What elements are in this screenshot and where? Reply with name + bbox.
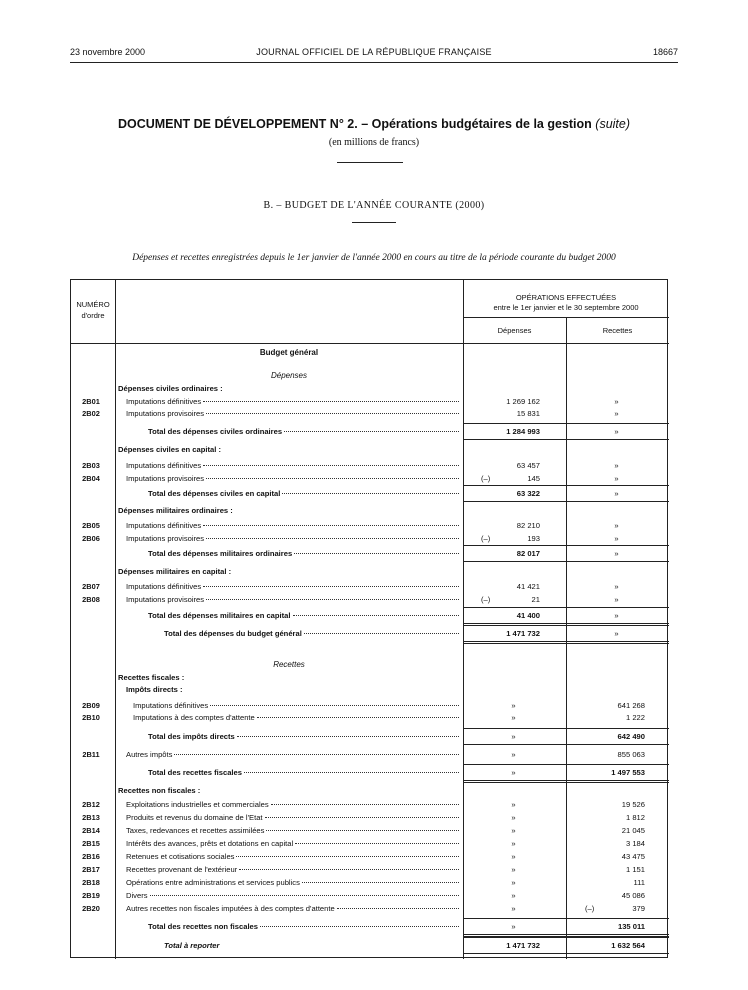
row-recettes-value: 1 151 bbox=[625, 865, 645, 874]
row-recettes-value: » bbox=[614, 534, 619, 543]
row-label-text: Recettes fiscales : bbox=[118, 673, 185, 682]
row-label bbox=[118, 566, 231, 577]
row-depenses-value: 1 269 162 bbox=[506, 397, 540, 406]
table-row bbox=[71, 890, 669, 901]
row-depenses-value: » bbox=[511, 878, 516, 887]
row-code: 2B03 bbox=[82, 461, 100, 470]
row-label bbox=[148, 921, 459, 932]
row-depenses-value: » bbox=[511, 922, 516, 931]
table-row bbox=[71, 812, 669, 823]
row-depenses-value: 82 017 bbox=[516, 549, 540, 558]
table-row bbox=[71, 610, 669, 621]
table-row bbox=[71, 767, 669, 778]
row-label-text: Produits et revenus du domaine de l'Etat bbox=[126, 813, 263, 822]
total-rule bbox=[463, 545, 669, 546]
row-code: 2B19 bbox=[82, 891, 100, 900]
total-rule bbox=[463, 764, 669, 765]
row-label-text: Intérêts des avances, prêts et dotations en capital bbox=[126, 839, 294, 848]
table-row bbox=[71, 396, 669, 407]
row-depenses-value: » bbox=[511, 891, 516, 900]
header-journal: JOURNAL OFFICIEL DE LA RÉPUBLIQUE FRANÇAISE bbox=[256, 47, 492, 57]
table-row bbox=[71, 672, 669, 683]
row-label-text: Exploitations industrielles et commerciales bbox=[126, 800, 269, 809]
depenses-heading: Dépenses bbox=[270, 371, 308, 380]
table-row bbox=[71, 903, 669, 914]
header-rule bbox=[70, 62, 678, 63]
row-label bbox=[133, 700, 459, 711]
recettes-heading: Recettes bbox=[273, 660, 305, 669]
row-depenses-value: 63 457 bbox=[516, 461, 540, 470]
row-label-text: Dépenses militaires en capital : bbox=[118, 567, 232, 576]
table-row bbox=[71, 838, 669, 849]
row-label-text: Total des dépenses militaires ordinaires bbox=[148, 549, 293, 558]
row-recettes-value: 642 490 bbox=[617, 732, 645, 741]
column-header-operations-line2: entre le 1er janvier et le 30 septembre 2000 bbox=[493, 303, 639, 312]
table-row bbox=[71, 940, 669, 951]
row-code: 2B09 bbox=[82, 701, 100, 710]
row-depenses-value: » bbox=[511, 839, 516, 848]
row-label-text: Recettes non fiscales : bbox=[118, 786, 201, 795]
total-rule bbox=[463, 782, 669, 783]
table-row bbox=[71, 877, 669, 888]
row-recettes-value: 43 475 bbox=[621, 852, 645, 861]
total-rule bbox=[463, 918, 669, 919]
row-depenses-value: 41 400 bbox=[516, 611, 540, 620]
row-recettes-value: 379 bbox=[632, 904, 645, 913]
row-code: 2B15 bbox=[82, 839, 100, 848]
header-subrule bbox=[463, 317, 669, 318]
row-depenses-sign: (–) bbox=[481, 534, 491, 543]
row-label bbox=[148, 731, 459, 742]
document-title bbox=[0, 117, 748, 131]
column-header-numero bbox=[71, 299, 115, 321]
row-depenses-sign: (–) bbox=[481, 474, 491, 483]
row-label-text: Total des dépenses militaires en capital bbox=[148, 611, 291, 620]
row-depenses-value: » bbox=[511, 768, 516, 777]
row-label-text: Impôts directs : bbox=[126, 685, 183, 694]
table-row bbox=[71, 700, 669, 711]
row-label-text: Total des recettes fiscales bbox=[148, 768, 242, 777]
total-rule bbox=[463, 561, 669, 562]
row-recettes-value: 1 222 bbox=[625, 713, 645, 722]
row-label-text: Imputations provisoires bbox=[126, 474, 205, 483]
row-depenses-value: » bbox=[511, 713, 516, 722]
row-depenses-value: 145 bbox=[527, 474, 540, 483]
total-rule bbox=[463, 643, 669, 644]
total-rule bbox=[463, 953, 669, 954]
row-label bbox=[126, 594, 459, 605]
row-label-text: Dépenses civiles ordinaires : bbox=[118, 384, 223, 393]
table-row bbox=[71, 426, 669, 437]
row-label-text: Autres recettes non fiscales imputées à des comptes d'attente bbox=[126, 904, 335, 913]
total-rule bbox=[463, 728, 669, 729]
table-row bbox=[71, 825, 669, 836]
table-row bbox=[71, 460, 669, 471]
row-label-text: Imputations à des comptes d'attente bbox=[133, 713, 255, 722]
table-row bbox=[71, 628, 669, 639]
row-label bbox=[126, 473, 459, 484]
row-label-text: Imputations définitives bbox=[126, 582, 202, 591]
table-row bbox=[71, 533, 669, 544]
row-label bbox=[118, 383, 223, 394]
row-label-text: Retenues et cotisations sociales bbox=[126, 852, 235, 861]
row-recettes-value: 21 045 bbox=[621, 826, 645, 835]
row-label bbox=[118, 505, 233, 516]
row-recettes-value: 19 526 bbox=[621, 800, 645, 809]
title-divider bbox=[337, 162, 403, 163]
row-recettes-value: » bbox=[614, 595, 619, 604]
header-page-number: 18667 bbox=[652, 47, 678, 57]
row-label-text: Taxes, redevances et recettes assimilées bbox=[126, 826, 265, 835]
row-label-text: Imputations définitives bbox=[126, 461, 202, 470]
row-label bbox=[126, 460, 459, 471]
row-label-text: Opérations entre administrations et services publics bbox=[126, 878, 300, 887]
table-row bbox=[71, 488, 669, 499]
row-label bbox=[133, 712, 459, 723]
row-label-text: Dépenses militaires ordinaires : bbox=[118, 506, 233, 515]
row-label bbox=[164, 628, 459, 639]
table-row bbox=[71, 749, 669, 760]
header-date: 23 novembre 2000 bbox=[70, 47, 146, 57]
row-code: 2B06 bbox=[82, 534, 100, 543]
row-label-text: Total des dépenses civiles ordinaires bbox=[148, 427, 283, 436]
row-recettes-value: 641 268 bbox=[617, 701, 645, 710]
column-header-numero-line1: NUMÉRO bbox=[76, 300, 110, 309]
row-depenses-value: 63 322 bbox=[516, 489, 540, 498]
row-code: 2B11 bbox=[82, 750, 100, 759]
row-label-text: Total des recettes non fiscales bbox=[148, 922, 259, 931]
row-label bbox=[126, 396, 459, 407]
table-row bbox=[71, 383, 669, 394]
table-row bbox=[71, 548, 669, 559]
row-recettes-value: » bbox=[614, 397, 619, 406]
row-label bbox=[126, 812, 459, 823]
row-label-text: Imputations définitives bbox=[126, 521, 202, 530]
row-depenses-value: 1 284 993 bbox=[506, 427, 540, 436]
budget-general-heading: Budget général bbox=[259, 348, 319, 357]
total-rule bbox=[463, 641, 669, 642]
row-label bbox=[126, 877, 459, 888]
row-depenses-value: » bbox=[511, 800, 516, 809]
row-recettes-value: 111 bbox=[633, 878, 645, 887]
section-title: B. – BUDGET DE L'ANNÉE COURANTE (2000) bbox=[263, 200, 485, 211]
row-depenses-value: » bbox=[511, 852, 516, 861]
document-title-main: DOCUMENT DE DÉVELOPPEMENT N° 2. – Opérations budgétaires de la gestion bbox=[117, 117, 592, 131]
row-depenses-value: » bbox=[511, 750, 516, 759]
row-code: 2B04 bbox=[82, 474, 100, 483]
row-recettes-value: » bbox=[614, 427, 619, 436]
table-row bbox=[71, 799, 669, 810]
table-row bbox=[71, 473, 669, 484]
row-recettes-value: 45 086 bbox=[621, 891, 645, 900]
section-intro: Dépenses et recettes enregistrées depuis le 1er janvier de l'année 2000 en cours au titre de la période courante du budget 2000 bbox=[132, 253, 616, 263]
row-code: 2B12 bbox=[82, 800, 100, 809]
table-row bbox=[71, 851, 669, 862]
row-recettes-value: 3 184 bbox=[625, 839, 645, 848]
row-label bbox=[126, 684, 183, 695]
page-header bbox=[70, 47, 678, 61]
row-recettes-value: » bbox=[614, 521, 619, 530]
row-recettes-value: » bbox=[614, 409, 619, 418]
table-row bbox=[71, 864, 669, 875]
row-code: 2B13 bbox=[82, 813, 100, 822]
row-code: 2B05 bbox=[82, 521, 100, 530]
row-recettes-value: » bbox=[614, 489, 619, 498]
table-row bbox=[71, 520, 669, 531]
row-depenses-value: 21 bbox=[531, 595, 540, 604]
row-depenses-value: » bbox=[511, 701, 516, 710]
row-recettes-value: » bbox=[614, 582, 619, 591]
row-label bbox=[126, 851, 459, 862]
row-label-text: Imputations provisoires bbox=[126, 534, 205, 543]
table-row bbox=[71, 408, 669, 419]
row-label bbox=[126, 581, 459, 592]
row-label bbox=[148, 548, 459, 559]
row-depenses-value: » bbox=[511, 826, 516, 835]
table-row bbox=[71, 731, 669, 742]
row-code: 2B01 bbox=[82, 397, 100, 406]
row-depenses-value: 41 421 bbox=[516, 582, 540, 591]
row-label-text: Autres impôts bbox=[126, 750, 173, 759]
total-rule bbox=[463, 780, 669, 781]
row-label bbox=[126, 838, 459, 849]
row-label bbox=[126, 533, 459, 544]
row-code: 2B07 bbox=[82, 582, 100, 591]
total-rule bbox=[463, 623, 669, 624]
total-rule bbox=[463, 501, 669, 502]
row-code: 2B17 bbox=[82, 865, 100, 874]
row-label bbox=[126, 903, 459, 914]
table-row bbox=[71, 581, 669, 592]
row-label bbox=[126, 864, 459, 875]
row-label bbox=[148, 426, 459, 437]
row-recettes-value: 1 812 bbox=[625, 813, 645, 822]
row-depenses-value: » bbox=[511, 813, 516, 822]
row-recettes-value: » bbox=[614, 611, 619, 620]
row-recettes-value: » bbox=[614, 474, 619, 483]
row-label bbox=[164, 940, 459, 951]
table-row bbox=[71, 712, 669, 723]
document-title-suite: (suite) bbox=[595, 117, 631, 131]
row-label bbox=[118, 785, 200, 796]
row-label-text: Divers bbox=[126, 891, 148, 900]
header-bottom-rule bbox=[71, 343, 669, 344]
row-label-text: Dépenses civiles en capital : bbox=[118, 445, 221, 454]
total-rule bbox=[463, 744, 669, 745]
table-row bbox=[71, 594, 669, 605]
row-depenses-value: » bbox=[511, 732, 516, 741]
total-rule bbox=[463, 423, 669, 424]
row-code: 2B10 bbox=[82, 713, 100, 722]
total-rule bbox=[463, 439, 669, 440]
row-label-text: Total des impôts directs bbox=[148, 732, 235, 741]
column-header-numero-line2: d'ordre bbox=[81, 311, 105, 320]
total-rule bbox=[463, 485, 669, 486]
row-depenses-value: 1 471 732 bbox=[506, 629, 540, 638]
total-rule bbox=[463, 607, 669, 608]
row-depenses-value: » bbox=[511, 865, 516, 874]
row-label bbox=[118, 444, 221, 455]
row-recettes-value: » bbox=[614, 629, 619, 638]
row-label bbox=[148, 610, 459, 621]
row-label bbox=[126, 890, 459, 901]
column-header-operations-line1: OPÉRATIONS EFFECTUÉES bbox=[515, 293, 617, 302]
row-recettes-sign: (–) bbox=[585, 904, 595, 913]
row-depenses-value: 193 bbox=[527, 534, 540, 543]
row-depenses-value: 15 831 bbox=[516, 409, 540, 418]
row-label bbox=[126, 408, 459, 419]
row-label-text: Imputations provisoires bbox=[126, 595, 205, 604]
row-recettes-value: » bbox=[614, 549, 619, 558]
row-label-text: Imputations définitives bbox=[133, 701, 209, 710]
row-label-text: Imputations provisoires bbox=[126, 409, 205, 418]
row-depenses-value: 1 471 732 bbox=[506, 941, 540, 950]
row-label bbox=[126, 825, 459, 836]
row-label bbox=[126, 520, 459, 531]
row-depenses-sign: (–) bbox=[481, 595, 491, 604]
table-row bbox=[71, 444, 669, 455]
row-code: 2B02 bbox=[82, 409, 100, 418]
total-rule bbox=[463, 934, 669, 935]
section-divider bbox=[352, 222, 396, 223]
row-code: 2B14 bbox=[82, 826, 100, 835]
total-rule bbox=[463, 625, 669, 626]
row-label-text: Total des dépenses du budget général bbox=[164, 629, 302, 638]
total-rule bbox=[463, 937, 669, 938]
row-recettes-value: 135 011 bbox=[617, 922, 645, 931]
row-recettes-value: » bbox=[614, 461, 619, 470]
row-depenses-value: » bbox=[511, 904, 516, 913]
table-row bbox=[71, 921, 669, 932]
row-label bbox=[148, 488, 459, 499]
row-depenses-value: 82 210 bbox=[516, 521, 540, 530]
budget-table bbox=[70, 279, 668, 958]
row-label-text: Total des dépenses civiles en capital bbox=[148, 489, 281, 498]
row-label bbox=[148, 767, 459, 778]
column-header-depenses: Dépenses bbox=[497, 326, 532, 335]
row-label-text: Total à reporter bbox=[164, 941, 220, 950]
row-code: 2B16 bbox=[82, 852, 100, 861]
table-row bbox=[71, 785, 669, 796]
row-label bbox=[126, 749, 459, 760]
column-header-operations bbox=[463, 293, 669, 313]
row-recettes-value: 1 497 553 bbox=[611, 768, 645, 777]
table-row bbox=[71, 684, 669, 695]
document-unit: (en millions de francs) bbox=[328, 137, 420, 148]
row-label-text: Imputations définitives bbox=[126, 397, 202, 406]
row-code: 2B18 bbox=[82, 878, 100, 887]
column-header-recettes: Recettes bbox=[602, 326, 633, 335]
row-code: 2B20 bbox=[82, 904, 100, 913]
row-label bbox=[118, 672, 184, 683]
row-label bbox=[126, 799, 459, 810]
row-code: 2B08 bbox=[82, 595, 100, 604]
row-label-text: Recettes provenant de l'extérieur bbox=[126, 865, 238, 874]
table-row bbox=[71, 566, 669, 577]
table-row bbox=[71, 505, 669, 516]
row-recettes-value: 1 632 564 bbox=[611, 941, 645, 950]
row-recettes-value: 855 063 bbox=[617, 750, 645, 759]
